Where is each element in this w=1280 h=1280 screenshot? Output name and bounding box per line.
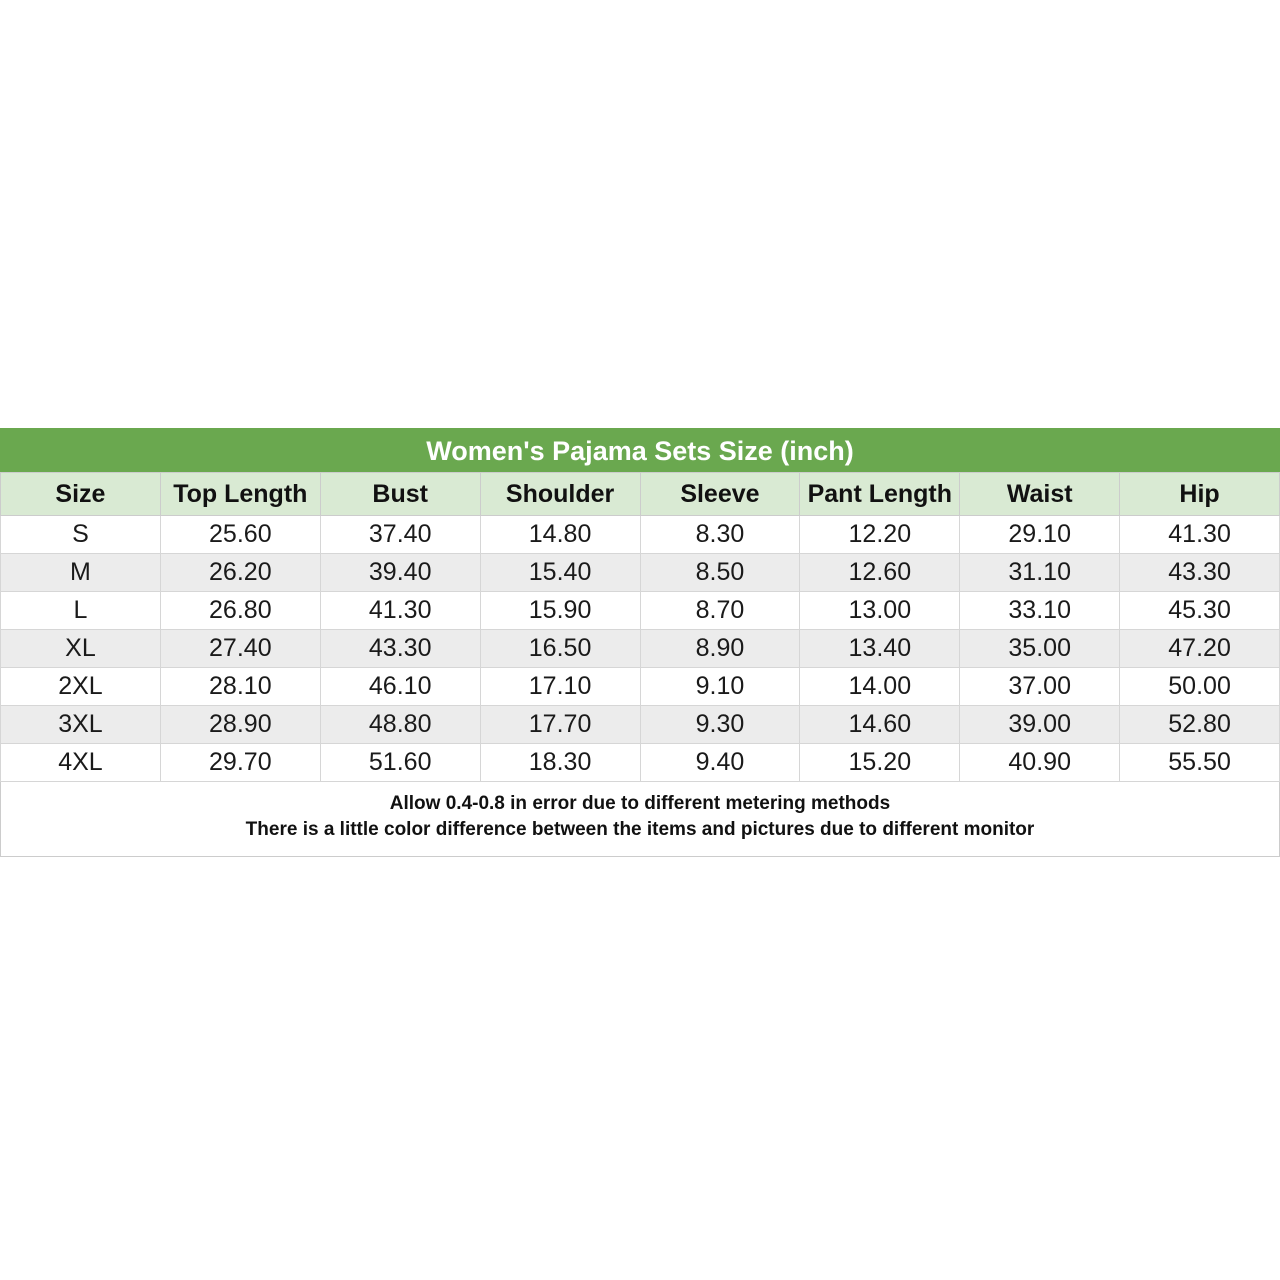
cell-pant-length: 12.60 <box>800 554 960 592</box>
cell-waist: 29.10 <box>960 516 1120 554</box>
cell-bust: 39.40 <box>320 554 480 592</box>
cell-sleeve: 8.50 <box>640 554 800 592</box>
table-row-4xl <box>1 744 1280 782</box>
cell-top-length: 25.60 <box>160 516 320 554</box>
size-chart-title: Women's Pajama Sets Size (inch) <box>0 428 1280 472</box>
cell-pant-length: 14.00 <box>800 668 960 706</box>
cell-sleeve: 8.30 <box>640 516 800 554</box>
column-header-pant-length: Pant Length <box>800 473 960 516</box>
cell-bust: 41.30 <box>320 592 480 630</box>
column-header-sleeve: Sleeve <box>640 473 800 516</box>
cell-pant-length: 15.20 <box>800 744 960 782</box>
cell-top-length: 27.40 <box>160 630 320 668</box>
cell-bust: 48.80 <box>320 706 480 744</box>
cell-shoulder: 15.90 <box>480 592 640 630</box>
cell-hip: 52.80 <box>1120 706 1280 744</box>
size-table <box>0 472 1280 782</box>
cell-waist: 39.00 <box>960 706 1120 744</box>
cell-pant-length: 14.60 <box>800 706 960 744</box>
cell-bust: 46.10 <box>320 668 480 706</box>
note-color-difference: There is a little color difference between the items and pictures due to different monitor <box>245 819 1035 840</box>
cell-shoulder: 16.50 <box>480 630 640 668</box>
cell-sleeve: 9.30 <box>640 706 800 744</box>
cell-sleeve: 8.90 <box>640 630 800 668</box>
cell-top-length: 28.10 <box>160 668 320 706</box>
cell-top-length: 26.80 <box>160 592 320 630</box>
cell-top-length: 28.90 <box>160 706 320 744</box>
cell-waist: 33.10 <box>960 592 1120 630</box>
table-row-2xl <box>1 668 1280 706</box>
cell-size: M <box>1 554 161 592</box>
cell-hip: 55.50 <box>1120 744 1280 782</box>
cell-waist: 35.00 <box>960 630 1120 668</box>
cell-size: L <box>1 592 161 630</box>
cell-hip: 43.30 <box>1120 554 1280 592</box>
cell-size: 3XL <box>1 706 161 744</box>
cell-sleeve: 8.70 <box>640 592 800 630</box>
table-row-m <box>1 554 1280 592</box>
column-header-top-length: Top Length <box>160 473 320 516</box>
cell-size: S <box>1 516 161 554</box>
cell-shoulder: 17.70 <box>480 706 640 744</box>
cell-hip: 50.00 <box>1120 668 1280 706</box>
cell-pant-length: 12.20 <box>800 516 960 554</box>
cell-waist: 40.90 <box>960 744 1120 782</box>
cell-top-length: 29.70 <box>160 744 320 782</box>
table-row-s <box>1 516 1280 554</box>
size-table-header <box>1 473 1280 516</box>
cell-hip: 41.30 <box>1120 516 1280 554</box>
header-row <box>1 473 1280 516</box>
column-header-waist: Waist <box>960 473 1120 516</box>
size-table-body <box>1 516 1280 782</box>
column-header-bust: Bust <box>320 473 480 516</box>
table-row-xl <box>1 630 1280 668</box>
cell-bust: 37.40 <box>320 516 480 554</box>
cell-waist: 37.00 <box>960 668 1120 706</box>
cell-waist: 31.10 <box>960 554 1120 592</box>
cell-size: XL <box>1 630 161 668</box>
column-header-shoulder: Shoulder <box>480 473 640 516</box>
column-header-size: Size <box>1 473 161 516</box>
cell-bust: 51.60 <box>320 744 480 782</box>
cell-shoulder: 17.10 <box>480 668 640 706</box>
cell-pant-length: 13.40 <box>800 630 960 668</box>
column-header-hip: Hip <box>1120 473 1280 516</box>
table-row-3xl <box>1 706 1280 744</box>
cell-sleeve: 9.10 <box>640 668 800 706</box>
cell-size: 4XL <box>1 744 161 782</box>
cell-pant-length: 13.00 <box>800 592 960 630</box>
cell-size: 2XL <box>1 668 161 706</box>
table-row-l <box>1 592 1280 630</box>
cell-sleeve: 9.40 <box>640 744 800 782</box>
cell-shoulder: 18.30 <box>480 744 640 782</box>
cell-shoulder: 15.40 <box>480 554 640 592</box>
note-metering-error: Allow 0.4-0.8 in error due to different metering methods <box>389 793 891 814</box>
cell-bust: 43.30 <box>320 630 480 668</box>
size-chart <box>0 428 1280 857</box>
cell-hip: 47.20 <box>1120 630 1280 668</box>
cell-shoulder: 14.80 <box>480 516 640 554</box>
cell-hip: 45.30 <box>1120 592 1280 630</box>
size-chart-notes <box>0 782 1280 857</box>
cell-top-length: 26.20 <box>160 554 320 592</box>
